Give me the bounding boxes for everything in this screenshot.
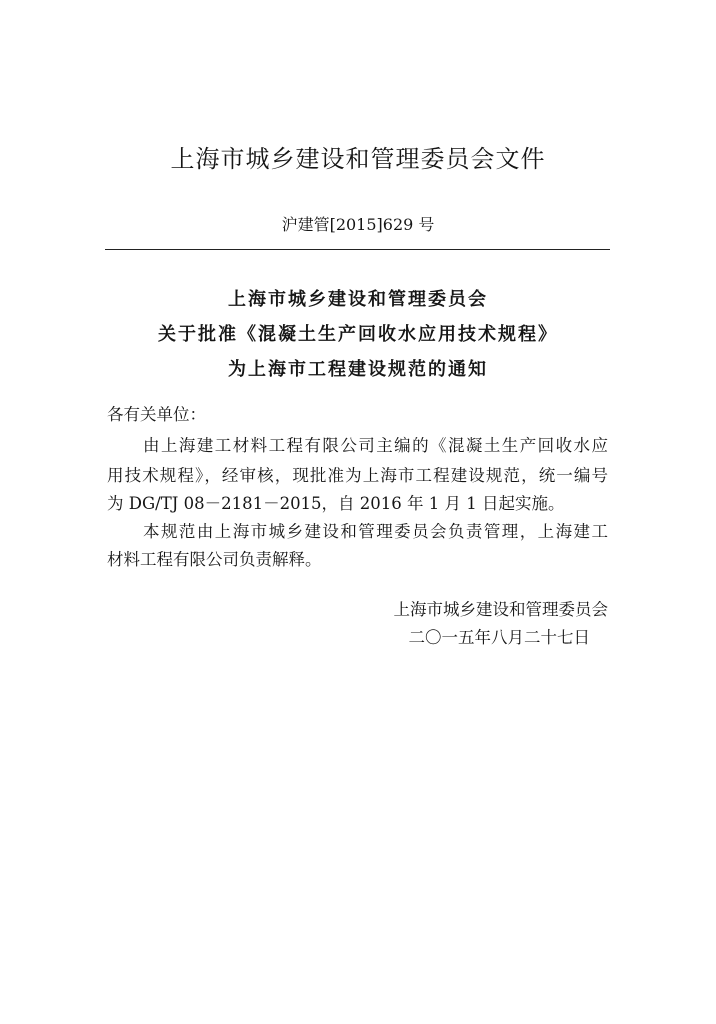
paragraph-1-line-3: 为 DG/TJ 08－2181－2015，自 2016 年 1 月 1 日起实施。 [107,494,565,513]
signature-issuer: 上海市城乡建设和管理委员会 [393,600,608,619]
document-number: 沪建管[2015]629 号 [281,215,435,234]
paragraph-1-line-2: 用技术规程》，经审核，现批准为上海市工程建设规范，统一编号 [107,466,608,485]
paragraph-1-line-1: 由上海建工材料工程有限公司主编的《混凝土生产回收水应 [143,436,608,455]
document-header-title: 上海市城乡建设和管理委员会文件 [170,145,546,173]
notice-title-line-1: 上海市城乡建设和管理委员会 [228,289,488,310]
signature-date: 二〇一五年八月二十七日 [408,628,590,647]
salutation: 各有关单位： [107,405,206,424]
header-divider [105,249,610,250]
paragraph-2-line-2: 材料工程有限公司负责解释。 [107,550,322,569]
notice-title-line-3: 为上海市工程建设规范的通知 [228,359,488,380]
notice-title-line-2: 关于批准《混凝土生产回收水应用技术规程》 [158,324,558,345]
paragraph-2-line-1: 本规范由上海市城乡建设和管理委员会负责管理，上海建工 [143,522,608,541]
